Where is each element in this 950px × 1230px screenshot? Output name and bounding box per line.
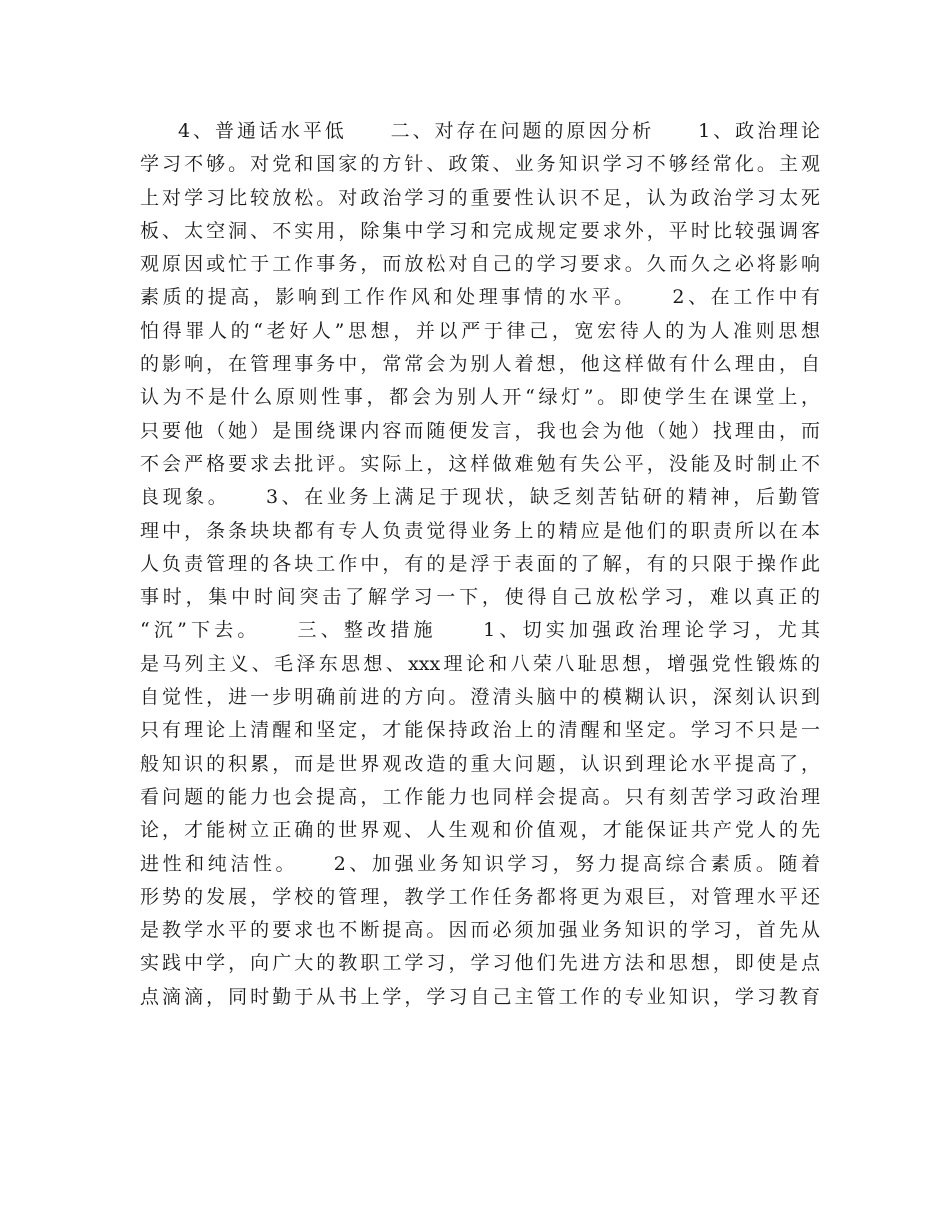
text-line: “沉”下去。 三、整改措施 1、切实加强政治理论学习，尤其 [140,619,820,642]
text-line: 良现象。 3、在业务上满足于现状，缺乏刻苦钻研的精神，后勤管 [140,486,820,509]
text-line: 是教学水平的要求也不断提高。因而必须加强业务知识的学习，首先从 [140,919,820,942]
text-line: 观原因或忙于工作事务，而放松对自己的学习要求。久而久之必将影响 [140,253,820,276]
text-line: 只要他（她）是围绕课内容而随便发言，我也会为他（她）找理由，而 [140,419,820,442]
text-line: 认为不是什么原则性事，都会为别人开“绿灯”。即使学生在课堂上， [140,386,820,409]
text-line: 论，才能树立正确的世界观、人生观和价值观，才能保证共产党人的先 [140,819,820,842]
text-line: 形势的发展，学校的管理，教学工作任务都将更为艰巨，对管理水平还 [140,885,820,908]
text-line: 事时，集中时间突击了解学习一下，使得自己放松学习，难以真正的 [140,586,820,609]
text-line: 学习不够。对党和国家的方针、政策、业务知识学习不够经常化。主观 [140,153,820,176]
text-line: 点滴滴，同时勤于从书上学，学习自己主管工作的专业知识，学习教育 [140,985,820,1008]
text-line: 板、太空洞、不实用，除集中学习和完成规定要求外，平时比较强调客 [140,219,820,242]
body-text [140,115,820,1014]
text-line: 是马列主义、毛泽东思想、xxx理论和八荣八耻思想，增强党性锻炼的 [140,652,820,675]
text-line: 进性和纯洁性。 2、加强业务知识学习，努力提高综合素质。随着 [140,852,820,875]
text-line: 只有理论上清醒和坚定，才能保持政治上的清醒和坚定。学习不只是一 [140,719,820,742]
text-line: 怕得罪人的“老好人”思想，并以严于律己，宽宏待人的为人准则思想 [140,319,820,342]
text-line: 理中，条条块块都有专人负责觉得业务上的精应是他们的职责所以在本 [140,519,820,542]
text-line: 不会严格要求去批评。实际上，这样做难勉有失公平，没能及时制止不 [140,452,820,475]
text-line: 4、普通话水平低 二、对存在问题的原因分析 1、政治理论 [178,120,820,142]
text-line: 上对学习比较放松。对政治学习的重要性认识不足，认为政治学习太死 [140,186,820,209]
text-line: 般知识的积累，而是世界观改造的重大问题，认识到理论水平提高了， [140,752,820,775]
text-line: 素质的提高，影响到工作作风和处理事情的水平。 2、在工作中有 [140,286,820,309]
text-line: 的影响，在管理事务中，常常会为别人着想，他这样做有什么理由，自 [140,353,820,376]
text-line: 自觉性，进一步明确前进的方向。澄清头脑中的模糊认识，深刻认识到 [140,686,820,709]
text-line: 实践中学，向广大的教职工学习，学习他们先进方法和思想，即使是点 [140,952,820,975]
text-line: 看问题的能力也会提高，工作能力也同样会提高。只有刻苦学习政治理 [140,785,820,808]
text-line: 人负责管理的各块工作中，有的是浮于表面的了解，有的只限于操作此 [140,552,820,575]
